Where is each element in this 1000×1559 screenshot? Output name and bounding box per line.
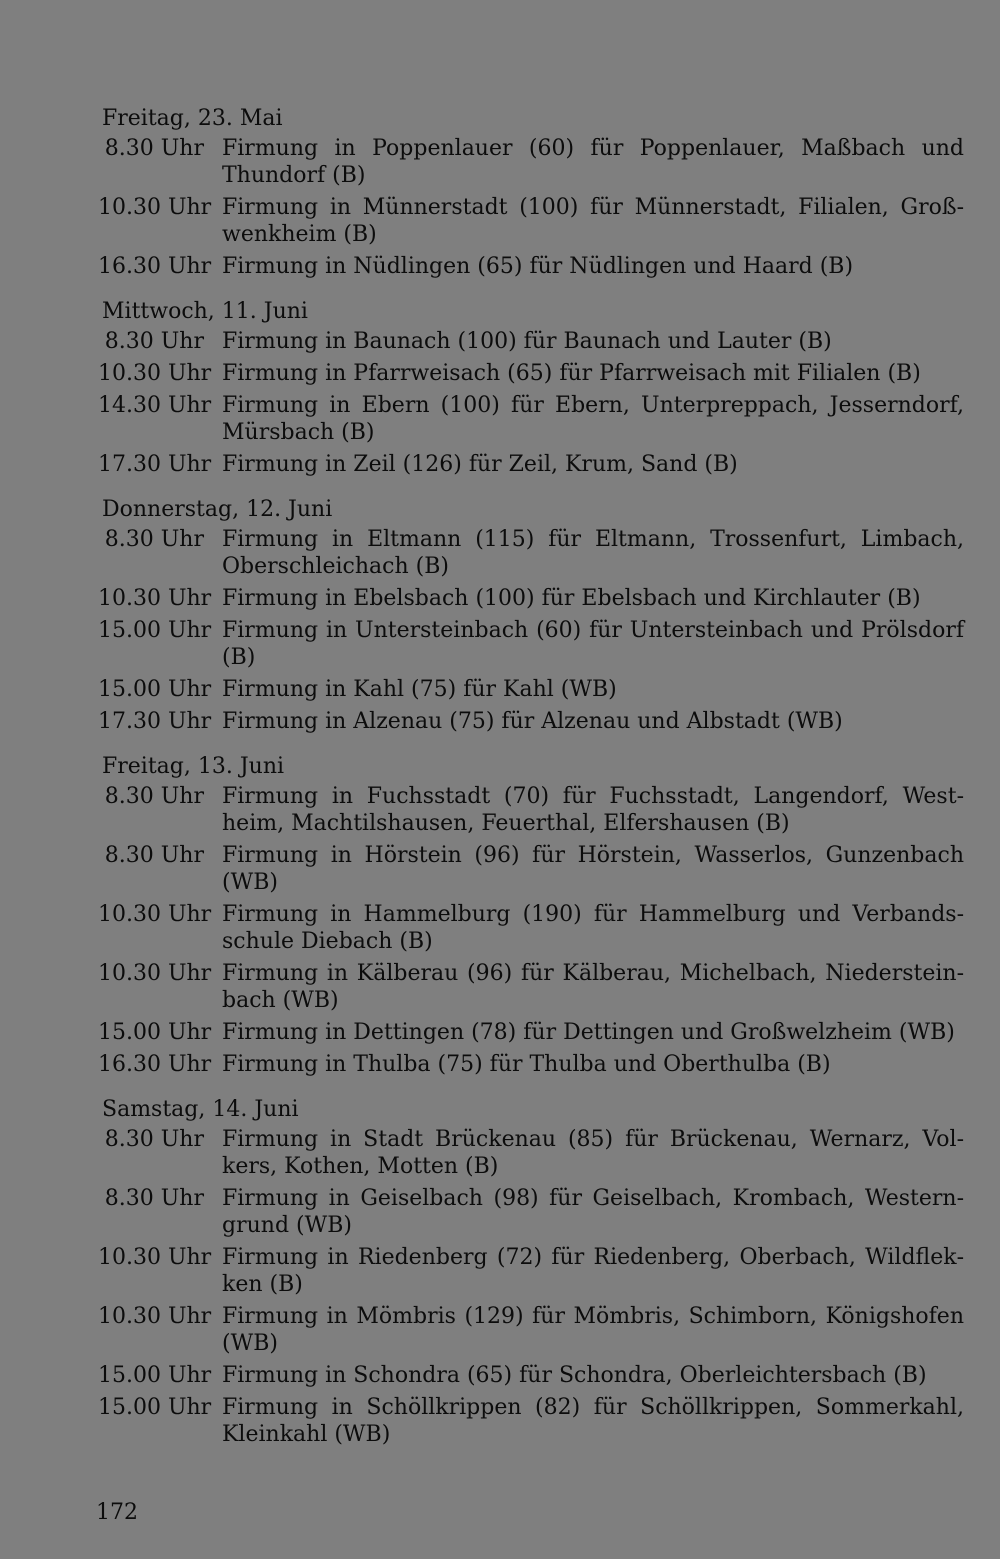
entry-text: Firmung in Zeil (126) für Zeil, Krum, Sand (B) xyxy=(222,452,738,477)
entry-time: 10.30 Uhr xyxy=(98,1245,212,1270)
day-section xyxy=(98,297,964,483)
entry-time: 17.30 Uhr xyxy=(98,452,212,477)
entry-text: Firmung in Thulba (75) für Thulba und Oberthulba (B) xyxy=(222,1052,831,1077)
entry-time: 10.30 Uhr xyxy=(98,586,212,611)
schedule-entry xyxy=(98,328,964,360)
entry-text: Firmung in Münnerstadt (100) für Münnerstadt, Filialen, Großwenkheim (B) xyxy=(222,195,964,247)
day-section xyxy=(98,752,964,1083)
day-section xyxy=(98,104,964,285)
entry-time: 10.30 Uhr xyxy=(98,361,212,386)
entry-text: Firmung in Kälberau (96) für Kälberau, Michelbach, Niedersteinbach (WB) xyxy=(222,961,964,1013)
day-section xyxy=(98,1095,964,1453)
entry-text: Firmung in Nüdlingen (65) für Nüdlingen und Haard (B) xyxy=(222,254,854,279)
entry-time: 17.30 Uhr xyxy=(98,709,212,734)
schedule-entry xyxy=(98,901,964,960)
entry-time: 15.00 Uhr xyxy=(98,1363,212,1388)
entry-text: Firmung in Eltmann (115) für Eltmann, Trossenfurt, Limbach, Oberschleichach (B) xyxy=(222,527,964,579)
entry-text: Firmung in Geiselbach (98) für Geiselbach, Krombach, Westerngrund (WB) xyxy=(222,1186,964,1238)
entry-text: Firmung in Poppenlauer (60) für Poppenlauer, Maßbach und Thundorf (B) xyxy=(222,136,964,188)
schedule-entry xyxy=(98,360,964,392)
schedule-entry xyxy=(98,585,964,617)
day-heading: Donnerstag, 12. Juni xyxy=(102,497,333,522)
entry-time: 10.30 Uhr xyxy=(98,961,212,986)
schedule-entry xyxy=(98,253,964,285)
day-section xyxy=(98,495,964,740)
entry-time: 15.00 Uhr xyxy=(98,1395,212,1420)
schedule-entry xyxy=(98,783,964,842)
day-heading: Freitag, 13. Juni xyxy=(102,754,285,779)
entry-time: 16.30 Uhr xyxy=(98,1052,212,1077)
entry-time: 8.30 Uhr xyxy=(104,527,204,552)
entry-text: Firmung in Hörstein (96) für Hörstein, Wasserlos, Gunzenbach (WB) xyxy=(222,843,964,895)
schedule-entry xyxy=(98,135,964,194)
schedule-entry xyxy=(98,1185,964,1244)
entry-time: 14.30 Uhr xyxy=(98,393,212,418)
entry-time: 8.30 Uhr xyxy=(104,136,204,161)
entry-time: 8.30 Uhr xyxy=(104,1127,204,1152)
schedule-entry xyxy=(98,617,964,676)
page-number: 172 xyxy=(96,1500,138,1525)
entry-text: Firmung in Riedenberg (72) für Riedenberg, Oberbach, Wildflekken (B) xyxy=(222,1245,964,1297)
entry-text: Firmung in Ebern (100) für Ebern, Unterpreppach, Jesserndorf, Mürsbach (B) xyxy=(222,393,964,445)
entry-text: Firmung in Hammelburg (190) für Hammelburg und Verbandsschule Diebach (B) xyxy=(222,902,964,954)
entry-time: 8.30 Uhr xyxy=(104,329,204,354)
schedule-entry xyxy=(98,1051,964,1083)
entry-text: Firmung in Dettingen (78) für Dettingen und Großwelzheim (WB) xyxy=(222,1020,955,1045)
entry-time: 8.30 Uhr xyxy=(104,784,204,809)
entry-time: 15.00 Uhr xyxy=(98,677,212,702)
schedule-entry xyxy=(98,451,964,483)
schedule-entry xyxy=(98,676,964,708)
entry-text: Firmung in Alzenau (75) für Alzenau und Albstadt (WB) xyxy=(222,709,843,734)
schedule-entry xyxy=(98,842,964,901)
entry-time: 15.00 Uhr xyxy=(98,618,212,643)
schedule-entry xyxy=(98,1394,964,1453)
entry-text: Firmung in Schöllkrippen (82) für Schöllkrippen, Sommerkahl, Kleinkahl (WB) xyxy=(222,1395,964,1447)
schedule-entry xyxy=(98,526,964,585)
schedule-entry xyxy=(98,1126,964,1185)
day-heading: Samstag, 14. Juni xyxy=(102,1097,299,1122)
entry-text: Firmung in Baunach (100) für Baunach und Lauter (B) xyxy=(222,329,832,354)
entry-time: 8.30 Uhr xyxy=(104,843,204,868)
entry-text: Firmung in Schondra (65) für Schondra, Oberleichtersbach (B) xyxy=(222,1363,927,1388)
schedule-entry xyxy=(98,1019,964,1051)
entry-time: 16.30 Uhr xyxy=(98,254,212,279)
entry-time: 15.00 Uhr xyxy=(98,1020,212,1045)
schedule-entry xyxy=(98,960,964,1019)
entry-time: 8.30 Uhr xyxy=(104,1186,204,1211)
entry-text: Firmung in Stadt Brückenau (85) für Brückenau, Wernarz, Volkers, Kothen, Motten (B) xyxy=(222,1127,964,1179)
entry-time: 10.30 Uhr xyxy=(98,1304,212,1329)
entry-text: Firmung in Fuchsstadt (70) für Fuchsstadt, Langendorf, Westheim, Machtilshausen, Feuerthal, Elfershausen (B) xyxy=(222,784,964,836)
schedule-entry xyxy=(98,1303,964,1362)
entry-time: 10.30 Uhr xyxy=(98,195,212,220)
schedule-entry xyxy=(98,194,964,253)
entry-text: Firmung in Kahl (75) für Kahl (WB) xyxy=(222,677,617,702)
day-heading: Freitag, 23. Mai xyxy=(102,106,283,131)
day-heading: Mittwoch, 11. Juni xyxy=(102,299,308,324)
schedule-content xyxy=(98,104,964,1453)
entry-text: Firmung in Mömbris (129) für Mömbris, Schimborn, Königshofen (WB) xyxy=(222,1304,964,1356)
schedule-entry xyxy=(98,392,964,451)
entry-text: Firmung in Untersteinbach (60) für Untersteinbach und Prölsdorf (B) xyxy=(222,618,964,670)
schedule-entry xyxy=(98,1362,964,1394)
entry-text: Firmung in Pfarrweisach (65) für Pfarrweisach mit Filialen (B) xyxy=(222,361,921,386)
schedule-entry xyxy=(98,708,964,740)
schedule-entry xyxy=(98,1244,964,1303)
entry-time: 10.30 Uhr xyxy=(98,902,212,927)
entry-text: Firmung in Ebelsbach (100) für Ebelsbach und Kirchlauter (B) xyxy=(222,586,921,611)
